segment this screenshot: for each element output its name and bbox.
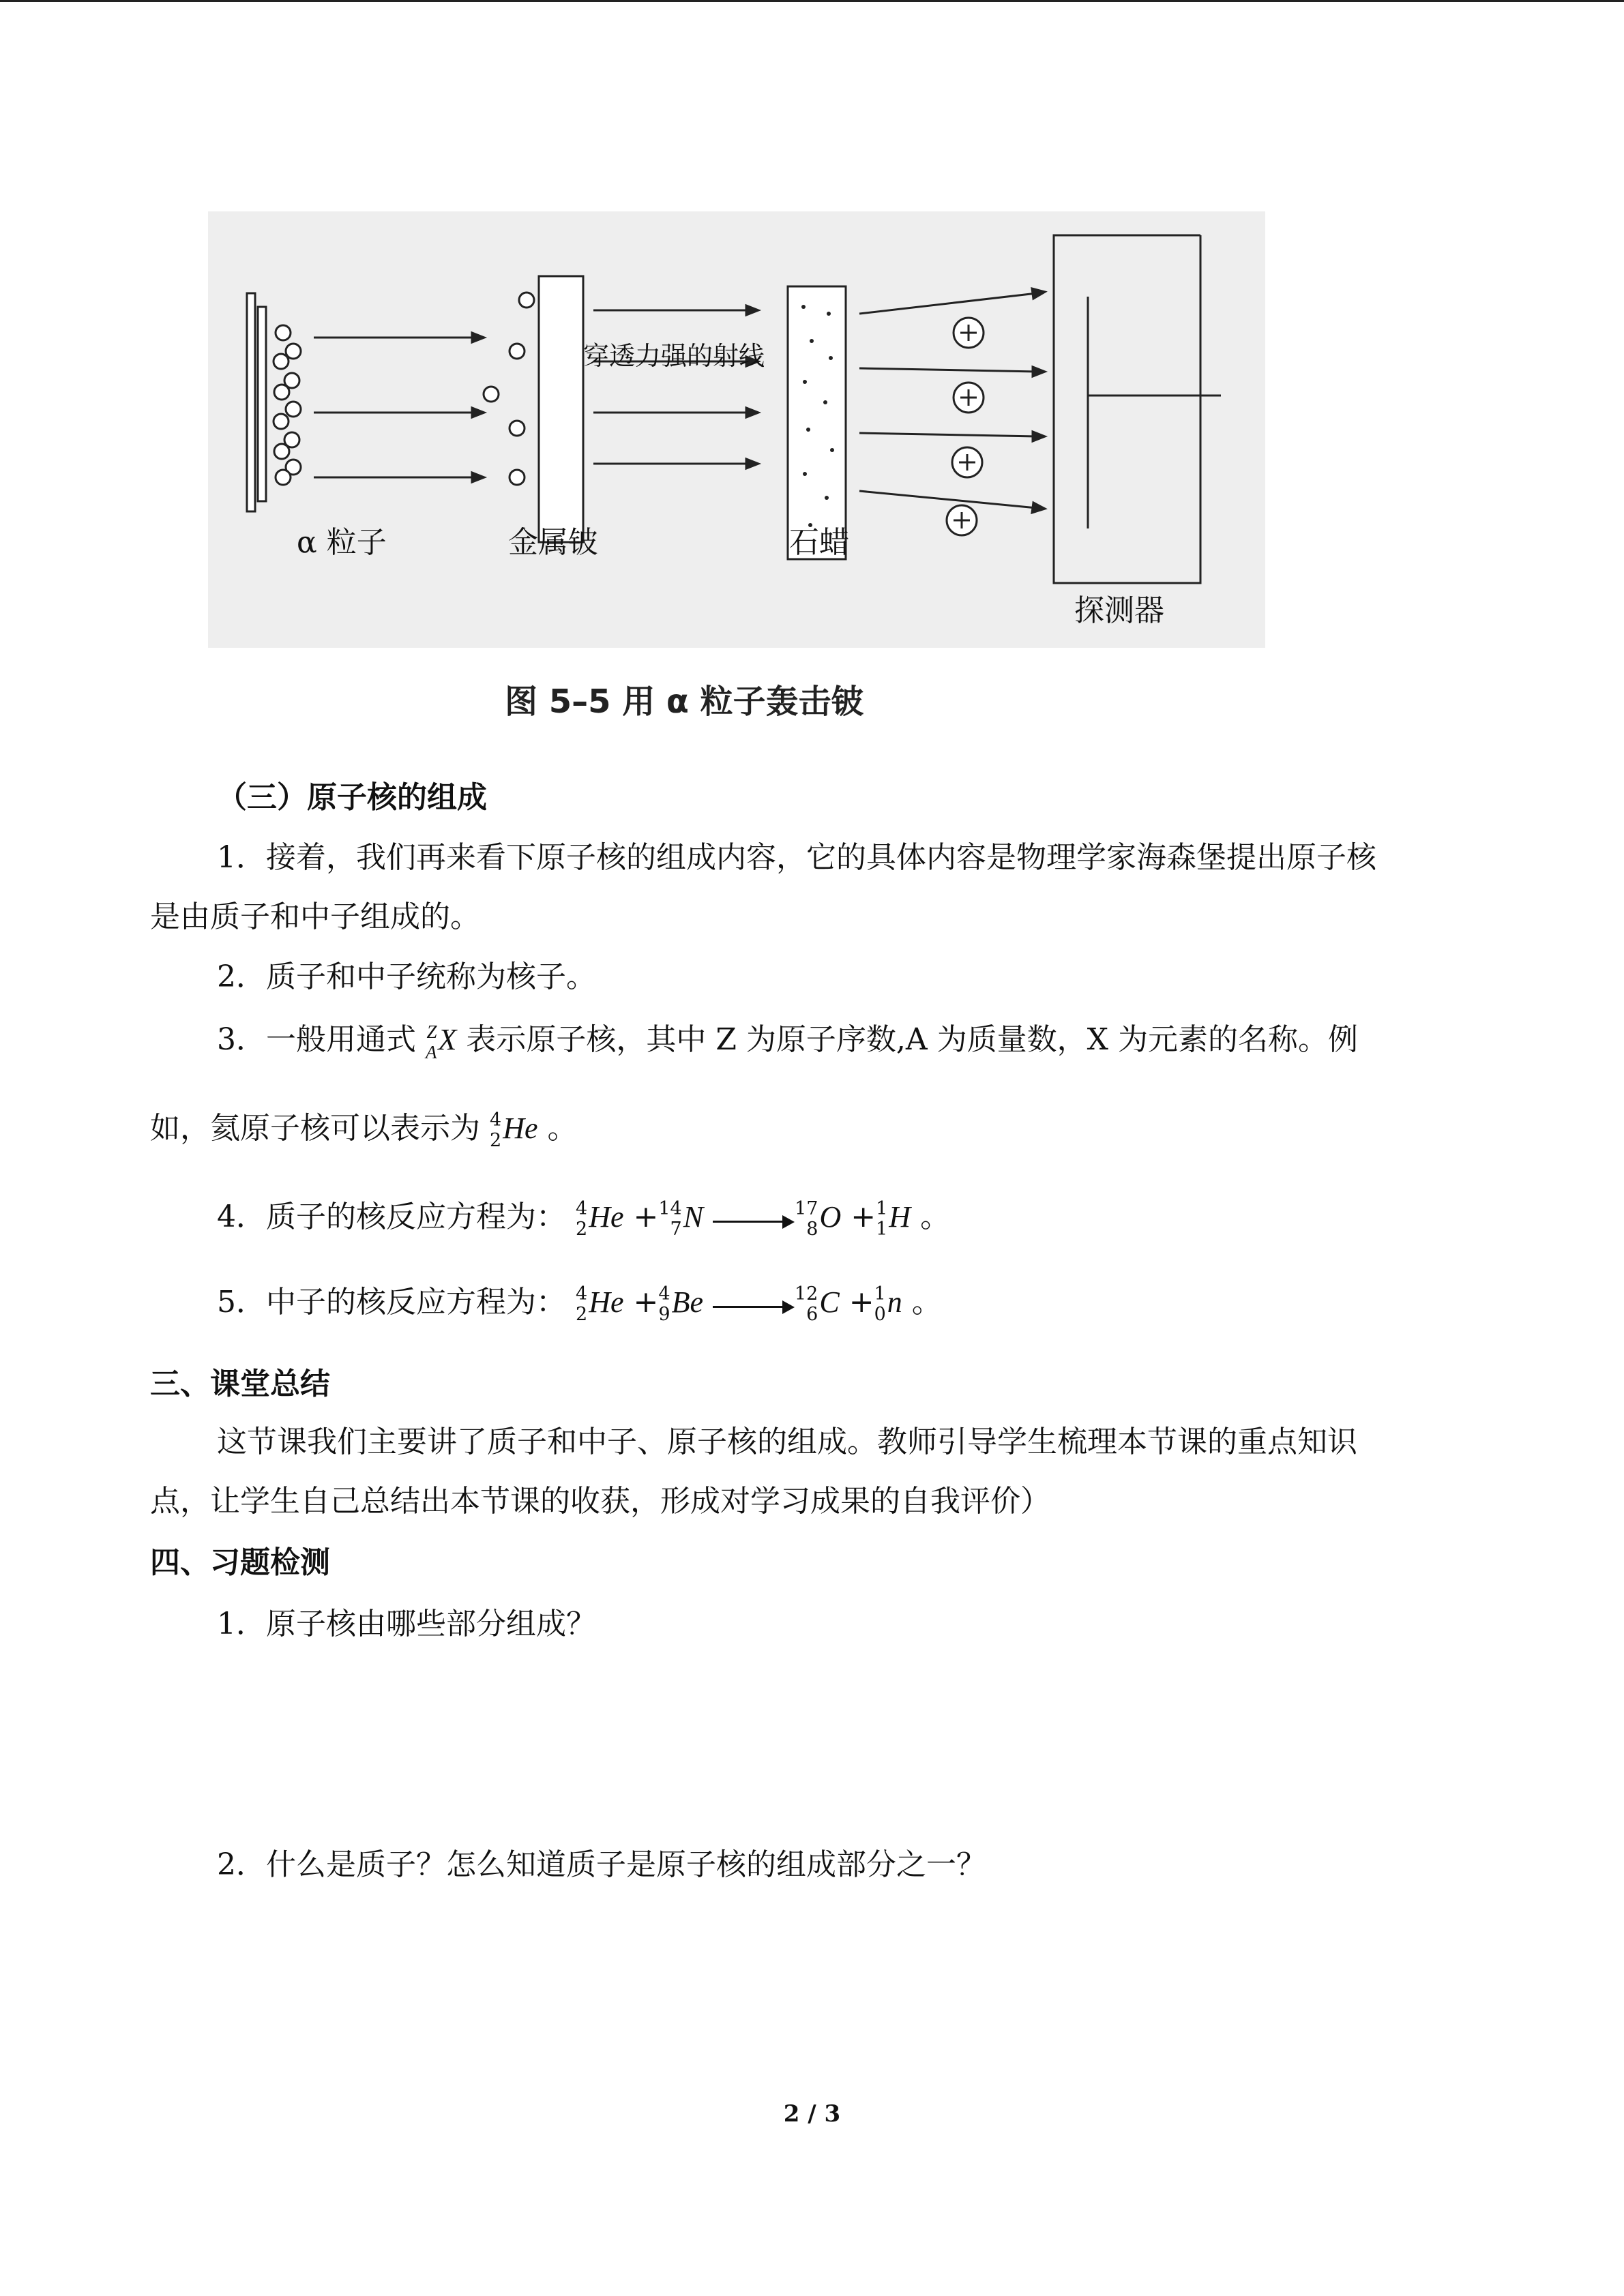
summary-heading: 三、课堂总结: [150, 1367, 330, 1401]
summary-line-2: 点，让学生自己总结出本节课的收获，形成对学习成果的自我评价）: [150, 1484, 1050, 1519]
p5-c: C: [819, 1285, 840, 1319]
exercise-question-1: 1．原子核由哪些部分组成？: [217, 1607, 596, 1641]
p4-plus-1: +: [633, 1199, 659, 1234]
p4-he-indices: 4 2: [576, 1197, 588, 1240]
p3-line2-end: 。: [547, 1111, 578, 1146]
exercise-heading: 四、习题检测: [150, 1545, 330, 1580]
p4-h-indices: 1 1: [876, 1197, 888, 1240]
p4-he: He: [589, 1200, 624, 1234]
p5-text: 5．中子的核反应方程为：: [217, 1285, 566, 1320]
p4-end: 。: [920, 1199, 951, 1234]
summary-line-1: 这节课我们主要讲了质子和中子、原子核的组成。教师引导学生梳理本节课的重点知识: [217, 1425, 1357, 1459]
beryllium-plate: [539, 276, 583, 542]
p5-neutron: n: [887, 1285, 902, 1319]
p3-text-a: 3．一般用通式: [217, 1022, 416, 1057]
p5-reaction-arrow: [713, 1291, 795, 1318]
p5-be: Be: [671, 1285, 703, 1319]
label-paraffin: 石蜡: [789, 525, 849, 560]
figure-alpha-beryllium: [205, 205, 1269, 736]
paragraph-4: [217, 1197, 950, 1240]
paragraph-1-line-2: 是由质子和中子组成的。: [150, 899, 480, 934]
general-notation-indices: Z A: [426, 1021, 437, 1062]
p5-he-indices: 4 2: [576, 1283, 588, 1325]
p4-n: N: [683, 1200, 704, 1234]
paragraph-2: 2．质子和中子统称为核子。: [217, 959, 596, 994]
source-plate-inner: [258, 307, 266, 501]
label-ray: 穿透力强的射线: [583, 341, 765, 371]
top-rule: [0, 0, 1624, 2]
p4-plus-2: +: [851, 1199, 876, 1234]
p4-o-indices: 17 8: [795, 1197, 818, 1240]
source-plate-outer: [247, 293, 255, 511]
exercise-question-2: 2．什么是质子？怎么知道质子是原子核的组成部分之一？: [217, 1847, 986, 1882]
p3-line2-text: 如，氦原子核可以表示为: [150, 1111, 480, 1146]
page-number: 2 / 3: [783, 2100, 841, 2128]
p4-reaction-arrow: [713, 1206, 795, 1233]
label-beryllium: 金属铍: [508, 525, 598, 560]
experiment-diagram: [205, 205, 1269, 736]
label-detector: 探测器: [1074, 593, 1164, 628]
helium-symbol: He: [503, 1112, 538, 1145]
p5-plus-1: +: [633, 1285, 659, 1320]
helium-indices: 4 2: [490, 1109, 502, 1151]
paragraph-5: [217, 1282, 942, 1325]
p3-text-b: 表示原子核，其中 Z 为原子序数,A 为质量数，X 为元素的名称。例: [466, 1022, 1358, 1057]
p4-o: O: [819, 1200, 842, 1234]
p5-end: 。: [911, 1285, 942, 1320]
p5-be-indices: 4 9: [658, 1283, 670, 1325]
figure-caption: 图 5–5 用 α 粒子轰击铍: [505, 683, 864, 721]
section3-heading: （三）原子核的组成: [217, 780, 487, 815]
p5-plus-2: +: [848, 1285, 874, 1320]
paraffin-block: [788, 286, 846, 559]
p4-text: 4．质子的核反应方程为：: [217, 1199, 566, 1234]
p5-n-indices: 1 0: [874, 1283, 886, 1325]
general-notation-symbol: X: [438, 1023, 457, 1056]
paragraph-3-line-1: [217, 1019, 1358, 1062]
label-alpha: α 粒子: [297, 525, 387, 560]
paragraph-1-line-1: 1．接着，我们再来看下原子核的组成内容，它的具体内容是物理学家海森堡提出原子核: [217, 840, 1376, 875]
p4-n-indices: 14 7: [658, 1197, 682, 1240]
paragraph-3-line-2: [150, 1108, 578, 1151]
p5-c-indices: 12 6: [794, 1283, 818, 1325]
p4-h: H: [889, 1200, 911, 1234]
p5-he: He: [589, 1285, 624, 1319]
